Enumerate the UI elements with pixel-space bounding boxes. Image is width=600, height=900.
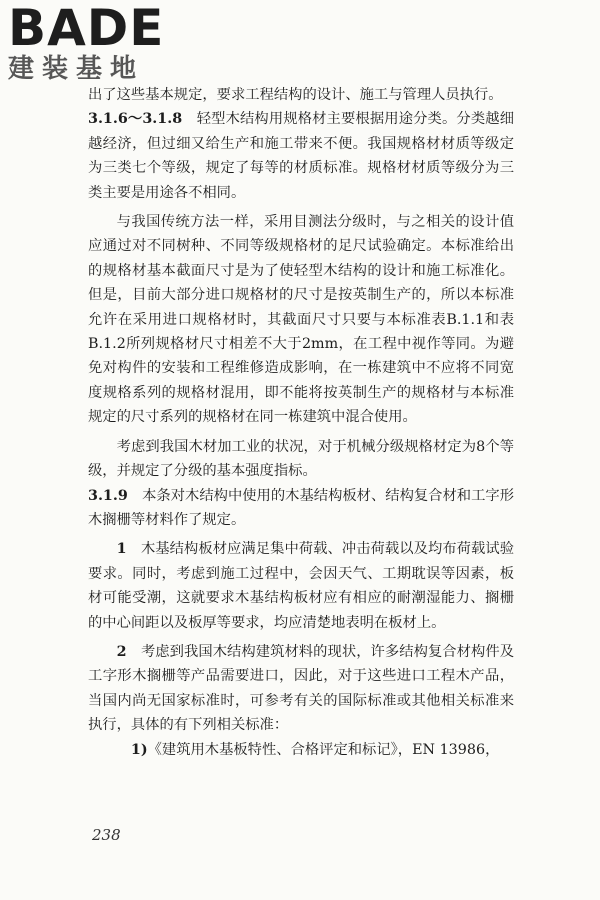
page-body xyxy=(88,83,514,762)
paragraph-text: 与我国传统方法一样，采用目测法分级时，与之相关的设计值应通过对不同树种、不同等级规格材的足尺试验确定。本标准给出的规格材基本截面尺寸是为了使轻型木结构的设计和施工标准化。但是，目前大部分进口规格材的尺寸是按英制生产的，所以本标准允许在采用进口规格材时，其截面尺寸只要与本标准表B.1.1和表B.1.2所列规格材尺寸相差不大于2mm，在工程中视作等同。为避免对构件的安装和工程维修造成影响，在一栋建筑中不应将不同宽度规格系列的规格材混用，即不能将按英制生产的规格材与本标准规定的尺寸系列的规格材在同一栋建筑中混合使用。 xyxy=(88,214,514,426)
paragraph-text: 木基结构板材应满足集中荷载、冲击荷载以及均布荷载试验要求。同时，考虑到施工过程中，会因天气、工期耽误等因素，板材可能受潮，这就要求木基结构板材应有相应的耐潮湿能力、搁栅的中心间距以及板厚等要求，均应清楚地表明在板材上。 xyxy=(88,541,514,631)
paragraph-continuation xyxy=(88,83,514,107)
paragraph-text: 考虑到我国木材加工业的状况，对于机械分级规格材定为8个等级，并规定了分级的基本强度指标。 xyxy=(88,438,514,480)
page-number: 238 xyxy=(92,826,121,844)
clause-number: 3.1.6～3.1.8 xyxy=(88,111,183,128)
paragraph xyxy=(88,210,514,430)
logo-mark: BADE xyxy=(8,0,165,57)
clause-3-1-6-paragraph xyxy=(88,107,514,205)
list-item xyxy=(88,537,514,635)
item-number: 2 xyxy=(116,643,127,660)
item-number: 1) xyxy=(130,741,148,758)
paragraph-text: 出了这些基本规定，要求工程结构的设计、施工与管理人员执行。 xyxy=(88,87,503,103)
logo-subtitle: 建装基地 xyxy=(8,54,145,84)
clause-3-1-9-paragraph xyxy=(88,484,514,533)
clause-number: 3.1.9 xyxy=(88,487,128,504)
paragraph-text: 本条对木结构中使用的木基结构板材、结构复合材和工字形木搁栅等材料作了规定。 xyxy=(88,487,514,528)
paragraph xyxy=(88,435,514,484)
paragraph-text: 轻型木结构用规格材主要根据用途分类。分类越细越经济，但过细又给生产和施工带来不便。我国规格材材质等级定为三类七个等级，规定了每等的材质标准。规格材材质等级分为三类主要是用途各不相同。 xyxy=(88,111,514,201)
item-number: 1 xyxy=(116,541,127,558)
paragraph-text: 《建筑用木基板特性、合格评定和标记》，EN 13986， xyxy=(147,741,500,758)
bade-logo xyxy=(8,2,164,84)
list-item xyxy=(88,640,514,738)
sub-list-item xyxy=(88,738,514,762)
paragraph-text: 考虑到我国木结构建筑材料的现状，许多结构复合材构件及工字形木搁栅等产品需要进口，因此，对于这些进口工程木产品，当国内尚无国家标准时，可参考有关的国际标准或其他相关标准来执行，具体的有下列相关标准： xyxy=(88,643,514,734)
